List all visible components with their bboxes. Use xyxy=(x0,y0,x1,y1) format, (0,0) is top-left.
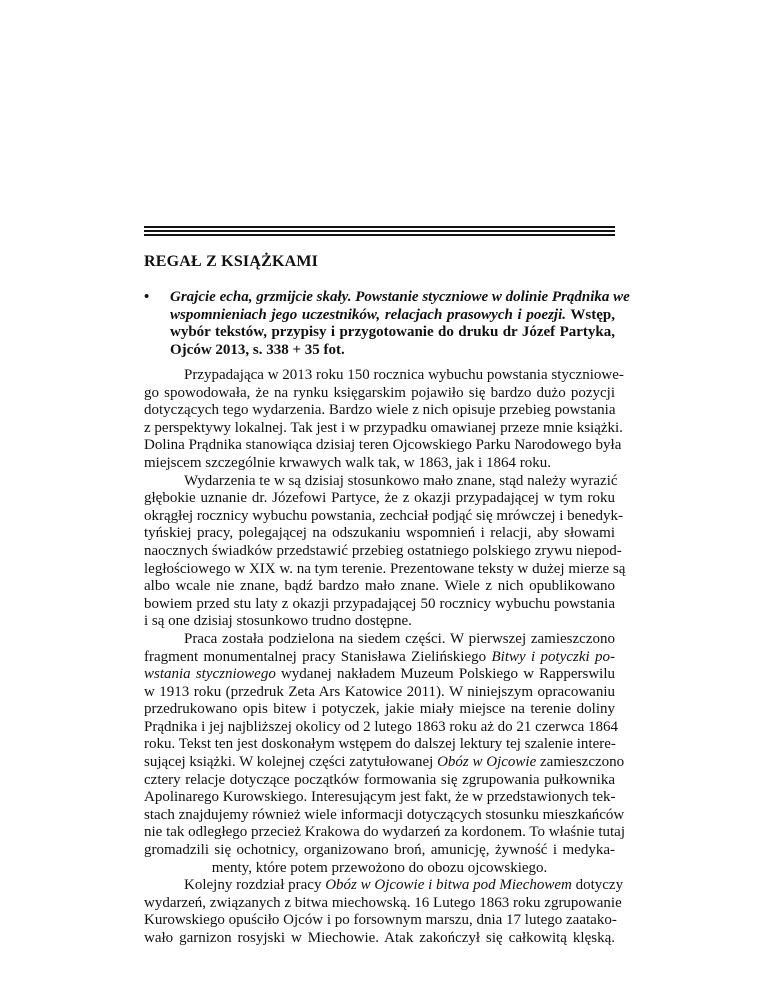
text-line: ległościowego w XIX w. na tym terenie. Prezentowane teksty w dużej mierze są xyxy=(144,560,626,577)
text-line: sującej książki. W kolejnej części zatytułowanej Obóz w Ojcowie zamieszczono xyxy=(144,754,625,771)
text-line: i są one dzisiaj stosunkowo trudno dostępne. xyxy=(144,613,412,630)
bullet-icon: • xyxy=(144,289,150,305)
section-heading: REGAŁ Z KSIĄŻKAMI xyxy=(144,253,319,270)
text-line: cztery relacje dotyczące początków formowania się zgrupowania pułkownika xyxy=(144,771,615,788)
text-line: roku. Tekst ten jest doskonałym wstępem do dalszej lektury tej szalenie intere- xyxy=(144,736,616,753)
review-text xyxy=(144,367,626,948)
text-line: Praca została podzielona na siedem części. W pierwszej zamieszczono xyxy=(184,630,615,647)
text-line: wydarzeń, związanych z bitwa miechowską. 16 Lutego 1863 roku zgrupowanie xyxy=(144,894,622,911)
text-line: w 1913 roku (przedruk Zeta Ars Katowice 2011). W niniejszym opracowaniu xyxy=(144,683,615,700)
citation-line: Ojców 2013, s. 338 + 35 fot. xyxy=(170,341,345,358)
text-line: wstania styczniowego wydanej nakładem Muzeum Polskiego w Rapperswilu xyxy=(144,666,615,683)
text-line: Kurowskiego opuściło Ojców i po forsownym marszu, dnia 17 lutego zaatako- xyxy=(144,912,617,929)
text-line: stach znajdujemy również wiele informacji dotyczących stosunku mieszkańców xyxy=(144,806,625,823)
text-line: głębokie uznanie dr. Józefowi Partyce, że z okazji przypadającej w tym roku xyxy=(144,490,615,507)
book-citation xyxy=(170,289,630,359)
text-line: Prądnika i jej najbliższej okolicy od 2 lutego 1863 roku aż do 21 czerwca 1864 xyxy=(144,718,619,735)
text-line: nie tak odległego przecież Krakowa do wydarzeń za kordonem. To właśnie tutaj xyxy=(144,824,625,841)
citation-line: Grajcie echa, grzmijcie skały. Powstanie styczniowe w dolinie Prądnika we xyxy=(170,289,630,305)
text-line: naocznych świadków przedstawić przebieg ostatniego polskiego zrywu niepod- xyxy=(144,542,622,559)
citation-line: wspomnieniach jego uczestników, relacjach prasowych i poezji. Wstęp, xyxy=(170,306,616,323)
text-line: Dolina Prądnika stanowiąca dzisiaj teren Ojcowskiego Parku Narodowego była xyxy=(144,437,622,454)
text-line: tyńskiej pracy, polegającej na odszukaniu wspomnień i relacji, aby słowami xyxy=(144,525,615,542)
text-line: Przypadająca w 2013 roku 150 rocznica wybuchu powstania styczniowe- xyxy=(184,367,624,383)
text-line: albo wcale nie znane, bądź bardzo mało znane. Wiele z nich opublikowano xyxy=(144,578,615,595)
header-rule xyxy=(144,226,615,236)
text-line: gromadzili się ochotnicy, organizowano broń, amunicję, żywność i medyka- xyxy=(144,842,615,859)
text-line: dotyczących tego wydarzenia. Bardzo wiele z nich opisuje przebieg powstania xyxy=(144,402,616,419)
text-line: przedrukowano opis bitew i potyczek, jakie miały miejsce na terenie doliny xyxy=(144,701,615,718)
citation-line: wybór tekstów, przypisy i przygotowanie do druku dr Józef Partyka, xyxy=(170,324,615,340)
text-line: miejscem szczególnie krwawych walk tak, w 1863, jak i 1864 roku. xyxy=(144,454,551,471)
text-line: go spowodowała, że na rynku księgarskim pojawiło się bardzo dużo pozycji xyxy=(144,384,615,401)
book-entry xyxy=(144,289,630,359)
text-line: Apolinarego Kurowskiego. Interesującym jest fakt, że w przedstawionych tek- xyxy=(144,789,616,806)
text-line: okrągłej rocznicy wybuchu powstania, zechciał podjąć się mrówczej i benedyk- xyxy=(144,507,623,524)
text-line: bowiem przed stu laty z okazji przypadającej 50 rocznicy wybuchu powstania xyxy=(144,595,615,612)
text-line: z perspektywy lokalnej. Tak jest i w przypadku omawianej przeze mnie książki. xyxy=(144,419,623,436)
text-line: Kolejny rozdział pracy Obóz w Ojcowie i bitwa pod Miechowem dotyczy xyxy=(184,877,624,894)
text-line: wało garnizon rosyjski w Miechowie. Atak zakończył się całkowitą klęską. xyxy=(144,930,615,946)
text-line: menty, które potem przewożono do obozu ojcowskiego. xyxy=(211,859,548,876)
text-line: Wydarzenia te w są dzisiaj stosunkowo mało znane, stąd należy wyrazić xyxy=(184,472,618,489)
text-line: fragment monumentalnej pracy Stanisława Zielińskiego Bitwy i potyczki po- xyxy=(144,648,615,665)
